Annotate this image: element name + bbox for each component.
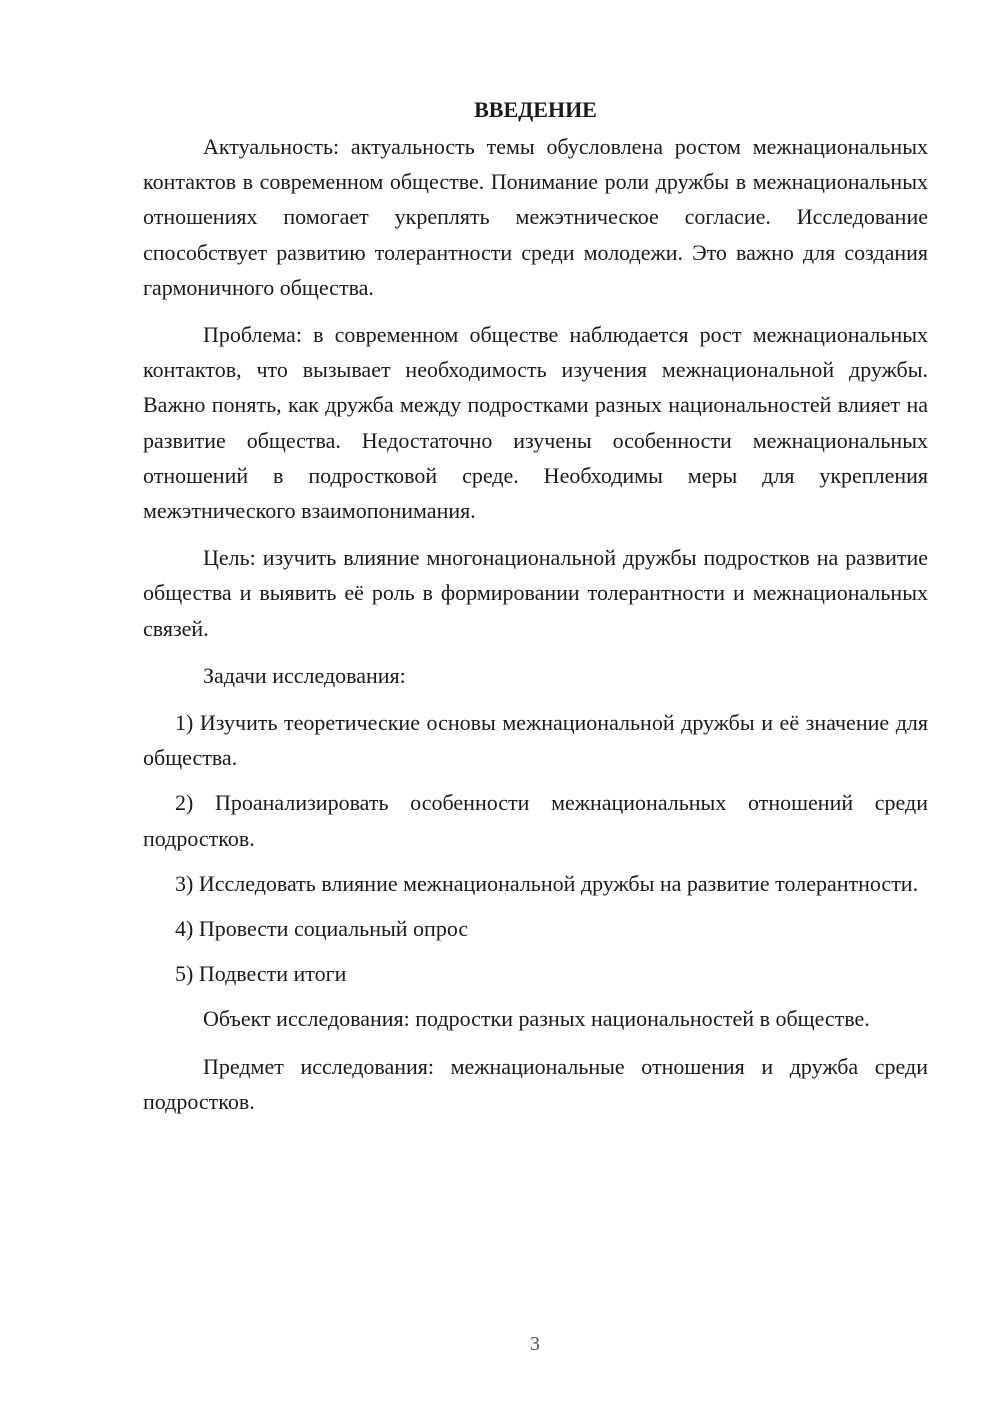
task-item: 3) Исследовать влияние межнациональной дружбы на развитие толерантности. [175, 870, 919, 896]
tasks-heading: Задачи исследования: [203, 662, 406, 688]
tasks-list [143, 705, 928, 991]
task-item: 5) Подвести итоги [175, 961, 347, 987]
subject-paragraph: Предмет исследования: межнациональные отношения и дружба среди подростков. [143, 1053, 928, 1114]
task-item: 2) Проанализировать особенности межнациональных отношений среди подростков. [143, 790, 928, 851]
goal-paragraph: Цель: изучить влияние многонациональной дружбы подростков на развитие общества и выявить её роль в формировании толерантности и межнациональных связей. [143, 545, 928, 641]
object-paragraph: Объект исследования: подростки разных национальностей в обществе. [203, 1006, 870, 1032]
problem-paragraph: Проблема: в современном обществе наблюдается рост межнациональных контактов, что вызывает необходимость изучения межнациональной дружбы. Важно понять, как дружба между подростками разных национальностей влияет на развитие общества. Недостаточно изучены особенности межнациональных отношений в подростковой среде. Необходимы меры для укрепления межэтнического взаимопонимания. [143, 322, 928, 524]
page-body [143, 92, 928, 1131]
task-item: 1) Изучить теоретические основы межнациональной дружбы и её значение для общества. [143, 710, 928, 771]
page-number: 3 [530, 1333, 540, 1355]
section-title: ВВЕДЕНИЕ [474, 97, 597, 122]
relevance-paragraph: Актуальность: актуальность темы обусловлена ростом межнациональных контактов в современном обществе. Понимание роли дружбы в межнациональных отношениях помогает укреплять межэтническое согласие. Исследование способствует развитию толерантности среди молодежи. Это важно для создания гармоничного общества. [143, 134, 928, 300]
task-item: 4) Провести социальный опрос [175, 916, 469, 942]
